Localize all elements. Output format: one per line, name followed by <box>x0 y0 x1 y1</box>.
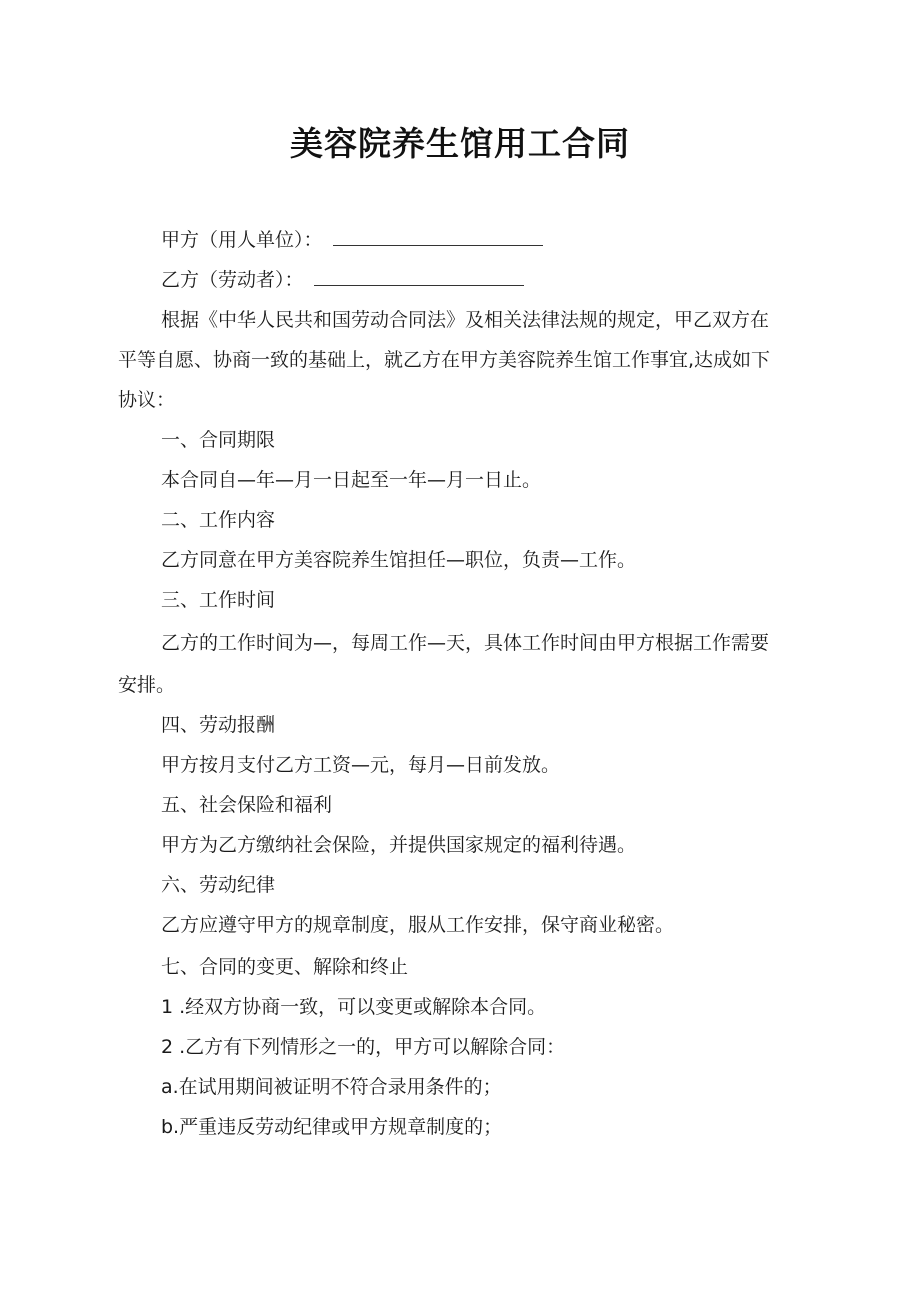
list-item: b.严重违反劳动纪律或甲方规章制度的； <box>161 1116 503 1138</box>
section-heading: 六、劳动纪律 <box>161 874 276 896</box>
section-heading: 七、合同的变更、解除和终止 <box>161 956 409 978</box>
party-b-label: 乙方（劳动者）： <box>161 269 304 291</box>
party-a-label: 甲方（用人单位）： <box>161 229 323 251</box>
preamble-line: 协议： <box>118 389 176 411</box>
section-body: 乙方同意在甲方美容院养生馆担任—职位，负责—工作。 <box>161 549 637 571</box>
preamble-line: 平等自愿、协商一致的基础上，就乙方在甲方美容院养生馆工作事宜,达成如下 <box>118 349 771 371</box>
section-heading: 一、合同期限 <box>161 429 276 451</box>
list-item: 1 .经双方协商一致，可以变更或解除本合同。 <box>161 996 547 1018</box>
section-heading: 四、劳动报酬 <box>161 714 276 736</box>
list-item: 2 .乙方有下列情形之一的，甲方可以解除合同： <box>161 1036 566 1058</box>
section-body: 乙方应遵守甲方的规章制度，服从工作安排，保守商业秘密。 <box>161 914 675 936</box>
party-a-blank <box>333 227 543 246</box>
section-heading: 二、工作内容 <box>161 509 276 531</box>
document-title: 美容院养生馆用工合同 <box>290 124 630 163</box>
list-item: a.在试用期间被证明不符合录用条件的； <box>161 1076 502 1098</box>
section-body: 甲方按月支付乙方工资—元，每月—日前发放。 <box>161 754 561 776</box>
section-heading: 三、工作时间 <box>161 589 276 611</box>
section-heading: 五、社会保险和福利 <box>161 794 333 816</box>
party-a-line <box>161 227 543 253</box>
section-body: 本合同自—年—月一日起至一年—月一日止。 <box>161 469 542 491</box>
section-body: 乙方的工作时间为—，每周工作—天，具体工作时间由甲方根据工作需要 <box>161 632 770 654</box>
section-body: 安排。 <box>118 674 176 696</box>
preamble-line: 根据《中华人民共和国劳动合同法》及相关法律法规的规定，甲乙双方在 <box>161 309 770 331</box>
section-body: 甲方为乙方缴纳社会保险，并提供国家规定的福利待遇。 <box>161 834 637 856</box>
party-b-blank <box>314 267 524 286</box>
party-b-line <box>161 267 524 293</box>
